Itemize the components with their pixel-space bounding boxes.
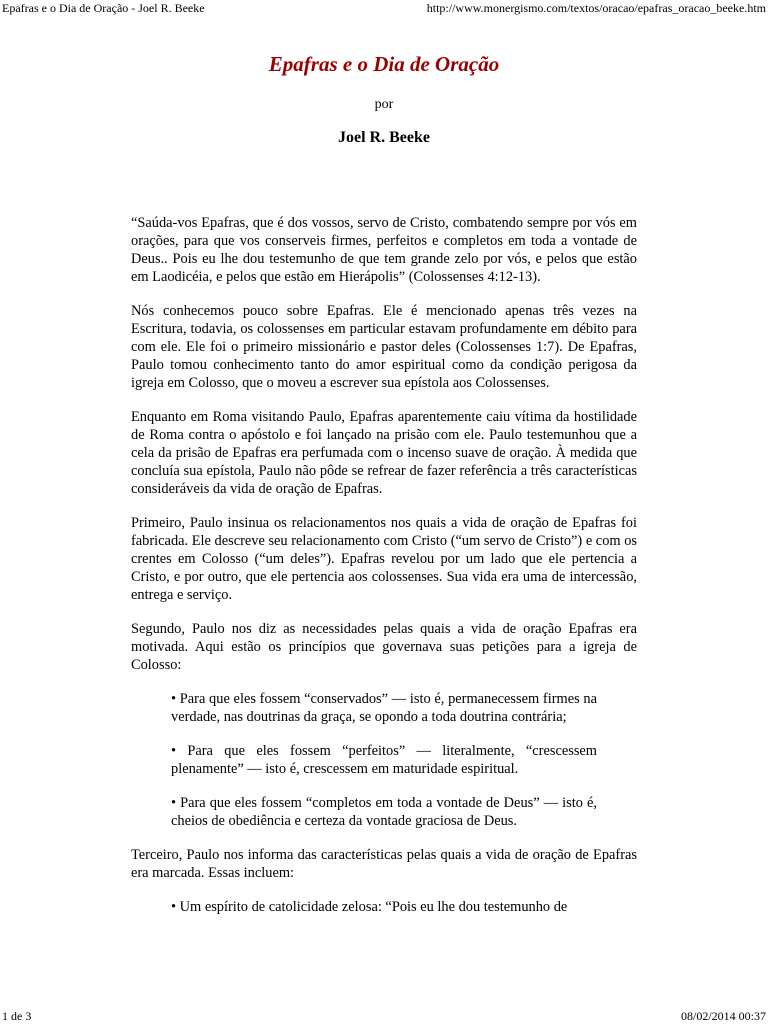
bullet-item: • Para que eles fossem “perfeitos” — literalmente, “crescessem plenamente” — isto é, crescessem em maturidade espiritual.: [171, 743, 597, 777]
page-number: 1 de 3: [2, 1009, 32, 1023]
paragraph: “Saúda-vos Epafras, que é dos vossos, servo de Cristo, combatendo sempre por vós em orações, para que vos conserveis firmes, perfeitos e completos em toda a vontade de Deus.. Pois eu lhe dou testemunho de que tem grande zelo por vós, e pelos que estão em Laodicéia, e pelos que estão em Hierápolis” (Colossenses 4:12-13).: [131, 215, 637, 285]
paragraph: Enquanto em Roma visitando Paulo, Epafras aparentemente caiu vítima da hostilidade de Roma contra o apóstolo e foi lançado na prisão com ele. Paulo testemunhou que a cela da prisão de Epafras era perfumada com o incenso suave de oração. À medida que concluía sua epístola, Paulo não pôde se refrear de fazer referência a três características consideráveis da vida de oração de Epafras.: [131, 409, 637, 497]
paragraph: Segundo, Paulo nos diz as necessidades pelas quais a vida de oração Epafras era motivada. Aqui estão os princípios que governava suas petições para a igreja de Colosso:: [131, 621, 637, 673]
bullet-item: • Para que eles fossem “completos em toda a vontade de Deus” — isto é, cheios de obediência e certeza da vontade graciosa de Deus.: [171, 795, 597, 829]
header-url: http://www.monergismo.com/textos/oracao/epafras_oracao_beeke.htm: [426, 1, 766, 15]
byline-por: por: [374, 97, 394, 112]
print-datetime: 08/02/2014 00:37: [680, 1009, 766, 1023]
print-footer: [0, 1008, 768, 1024]
article-title: Epafras e o Dia de Oração: [268, 52, 500, 76]
article-body: [131, 214, 637, 932]
author-name: Joel R. Beeke: [338, 129, 430, 146]
paragraph: Primeiro, Paulo insinua os relacionamentos nos quais a vida de oração de Epafras foi fabricada. Ele descreve seu relacionamento com Cristo (“um servo de Cristo”) e com os crentes em Colosso (“um deles”). Epafras revelou por um lado que ele pertencia a Cristo, e por outro, que ele pertencia aos colossenses. Sua vida era uma de intercessão, entrega e serviço.: [131, 515, 637, 603]
paragraph: Nós conhecemos pouco sobre Epafras. Ele é mencionado apenas três vezes na Escritura, todavia, os colossenses em particular estavam profundamente em débito para com ele. Ele foi o primeiro missionário e pastor deles (Colossenses 1:7). De Epafras, Paulo tomou conhecimento tanto do amor espiritual como da condição perigosa da igreja em Colosso, que o moveu a escrever sua epístola aos Colossenses.: [131, 303, 637, 391]
bullet-item: • Para que eles fossem “conservados” — isto é, permanecessem firmes na verdade, nas doutrinas da graça, se opondo a toda doutrina contrária;: [171, 691, 597, 725]
print-header: [0, 0, 768, 16]
header-page-title: Epafras e o Dia de Oração - Joel R. Beeke: [2, 1, 205, 15]
paragraph: Terceiro, Paulo nos informa das características pelas quais a vida de oração de Epafras era marcada. Essas incluem:: [131, 847, 637, 881]
bullet-item: • Um espírito de catolicidade zelosa: “Pois eu lhe dou testemunho de: [171, 899, 568, 915]
